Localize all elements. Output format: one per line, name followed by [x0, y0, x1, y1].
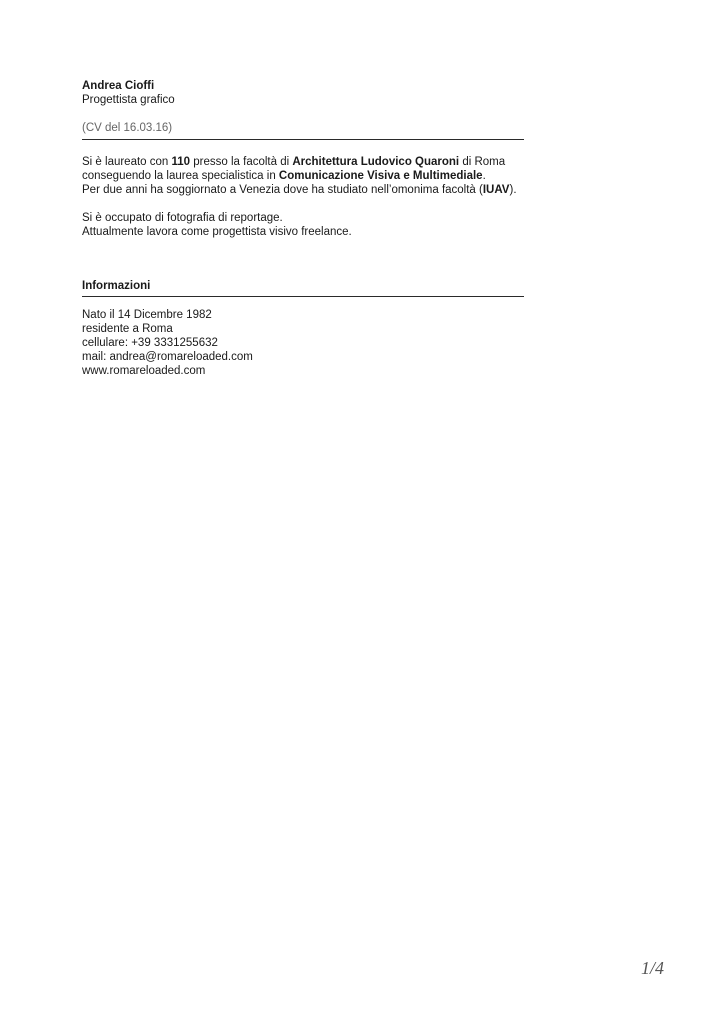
info-mail: mail: andrea@romareloaded.com: [82, 351, 253, 363]
info-divider: [82, 296, 524, 297]
bio-grade: 110: [171, 156, 191, 168]
author-role: Progettista grafico: [82, 94, 175, 106]
info-section-title: Informazioni: [82, 280, 151, 292]
cv-date: (CV del 16.03.16): [82, 122, 173, 134]
bio-text: Si è laureato con: [82, 156, 172, 168]
page-number: 1/4: [640, 958, 664, 978]
header-divider: [82, 139, 524, 140]
bio-text: conseguendo la laurea specialistica in: [82, 170, 279, 182]
bio-line-4: Si è occupato di fotografia di reportage.: [82, 212, 283, 224]
author-name: Andrea Cioffi: [82, 80, 155, 92]
info-birth: Nato il 14 Dicembre 1982: [82, 309, 212, 321]
bio-degree: Comunicazione Visiva e Multimediale: [278, 170, 483, 182]
info-section: [82, 308, 524, 378]
bio-line-1: [82, 155, 524, 169]
bio-line-2: [82, 169, 524, 183]
bio-text: presso la facoltà di: [190, 156, 293, 168]
bio-text: .: [482, 170, 486, 182]
info-phone: cellulare: +39 3331255632: [82, 337, 218, 349]
bio-school: IUAV: [482, 184, 510, 196]
bio-line-3: [82, 183, 524, 197]
bio-text: ).: [509, 184, 517, 196]
bio-text: Per due anni ha soggiornato a Venezia dove ha studiato nell’omonima facoltà (: [82, 184, 483, 196]
info-website-link[interactable]: www.romareloaded.com: [82, 365, 206, 377]
info-residence: residente a Roma: [82, 323, 173, 335]
bio-text: di Roma: [459, 156, 506, 168]
cv-page: [82, 79, 524, 378]
bio-line-5: Attualmente lavora come progettista visivo freelance.: [82, 226, 352, 238]
bio-faculty: Architettura Ludovico Quaroni: [292, 156, 460, 168]
bio-section: [82, 155, 524, 239]
